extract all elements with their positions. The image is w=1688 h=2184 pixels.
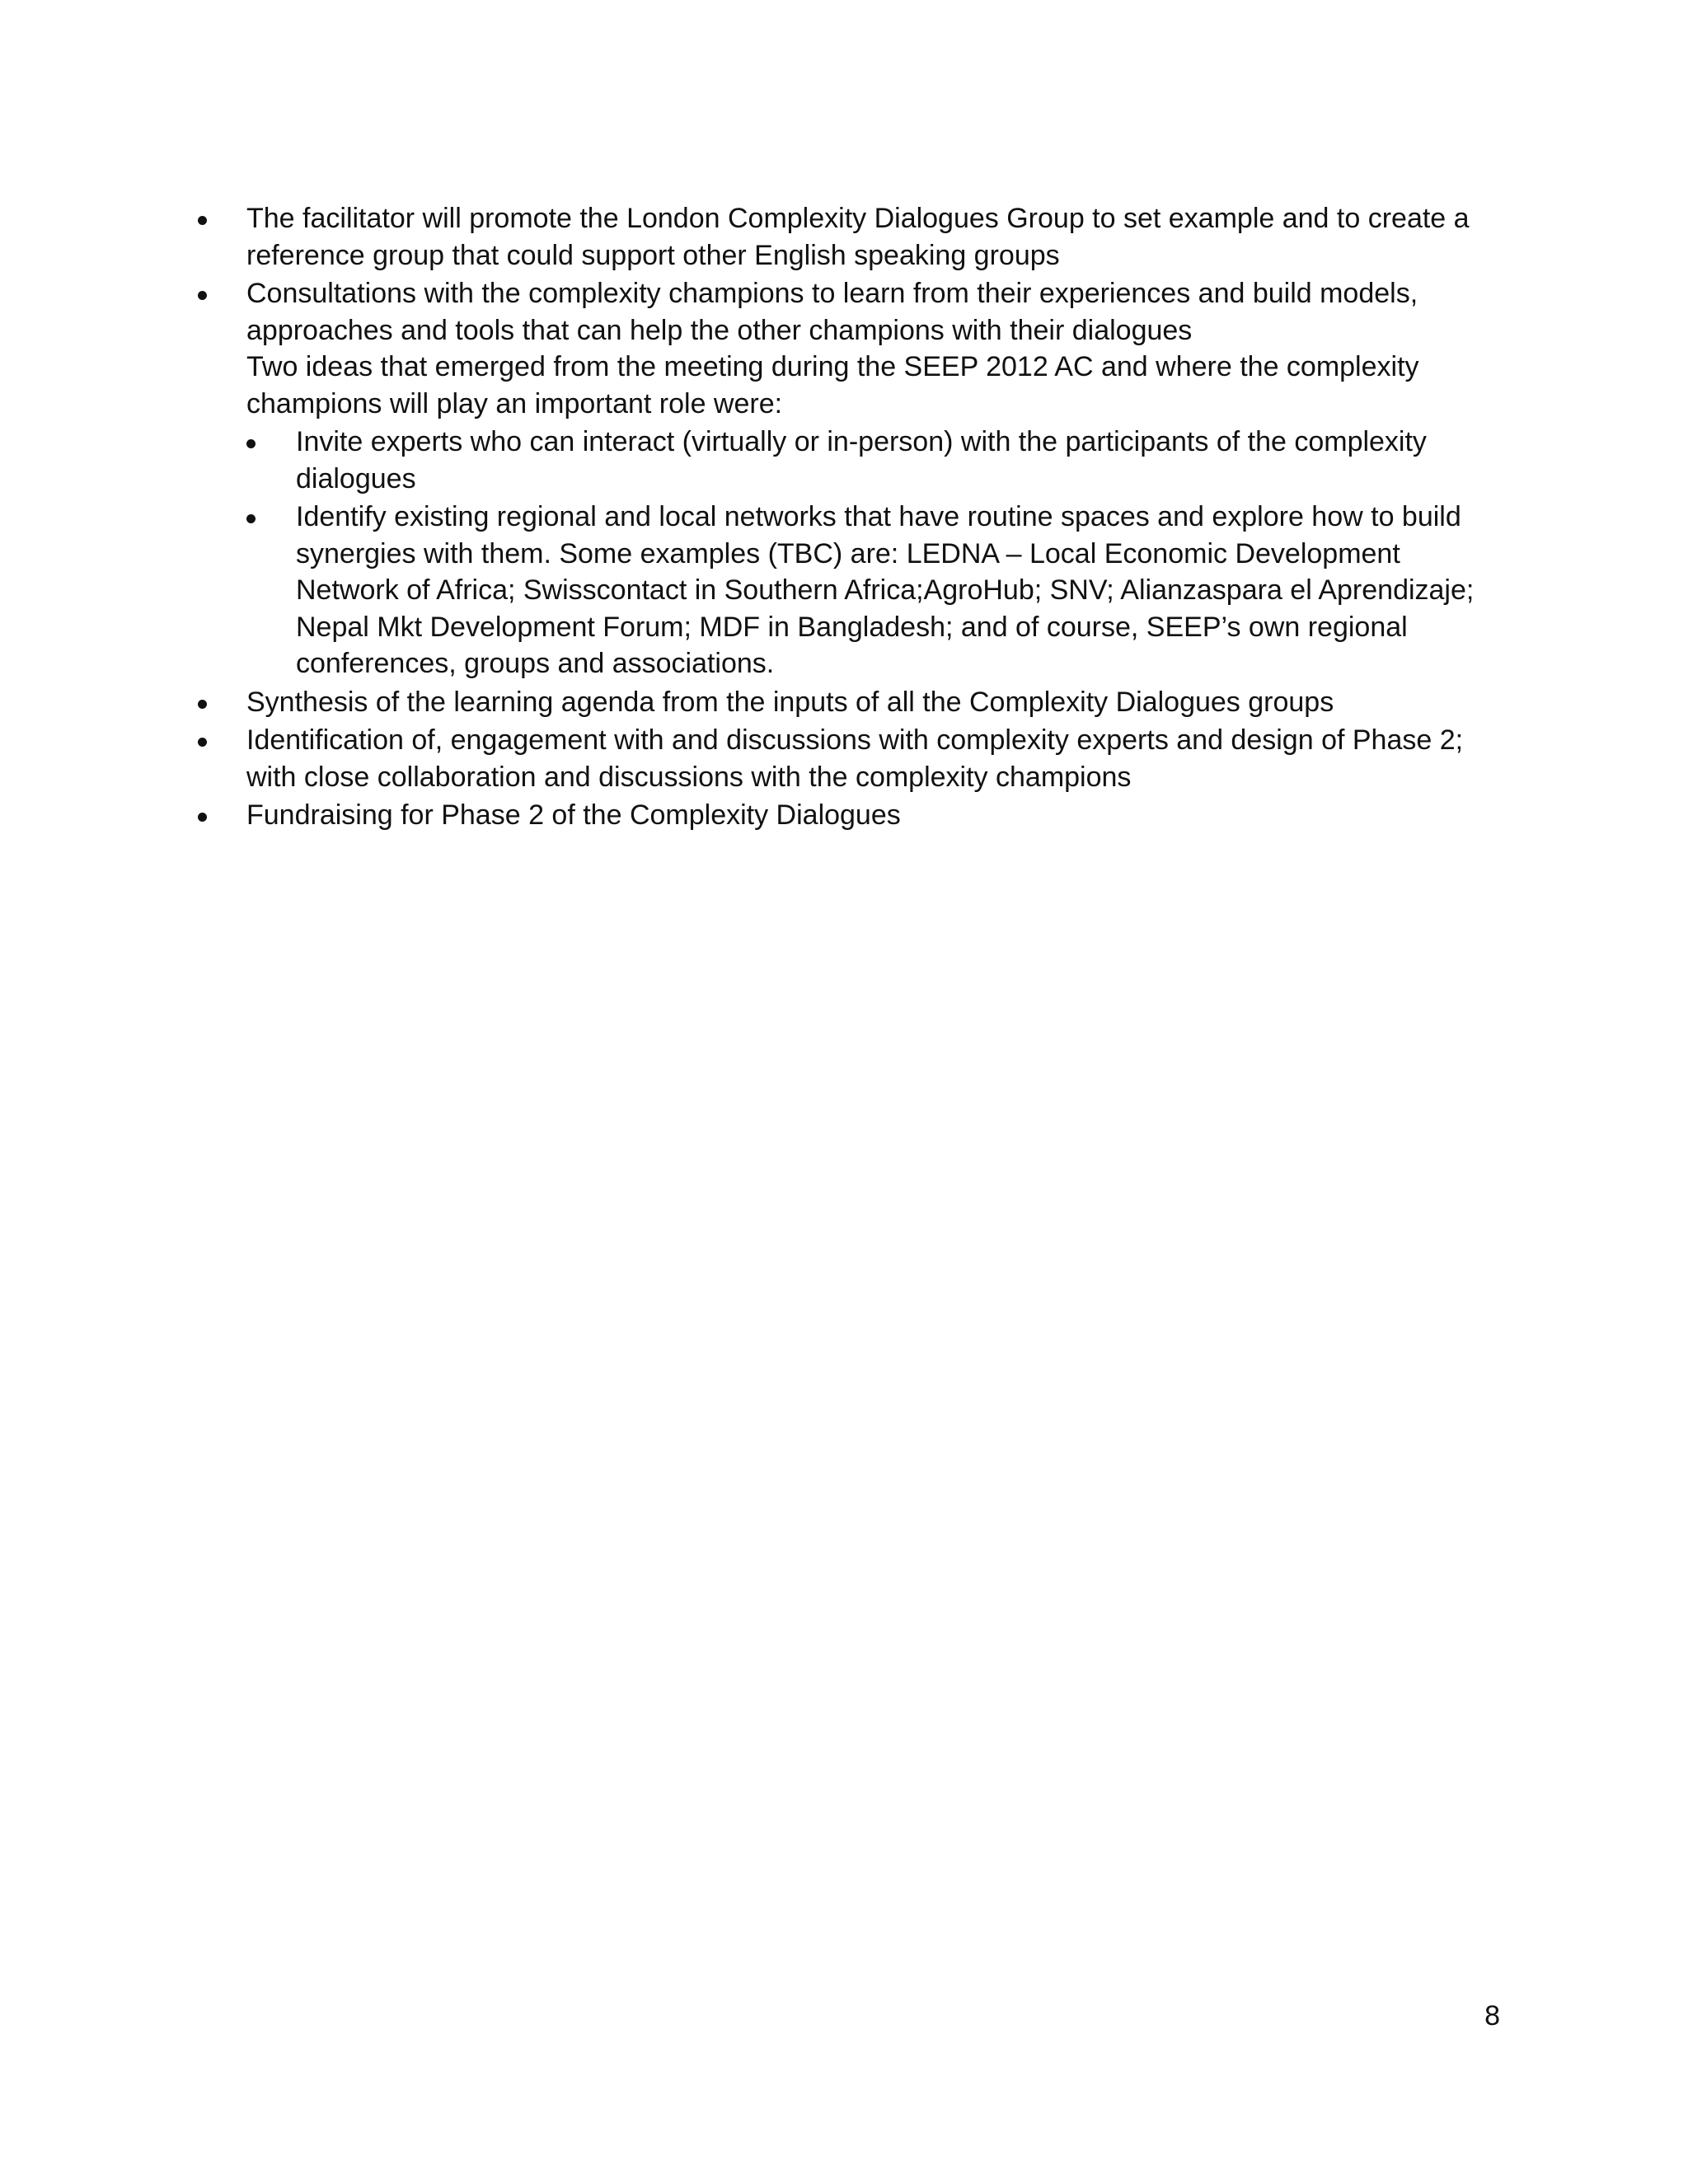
sub-bullet-list (246, 424, 1500, 682)
bullet-icon (246, 424, 279, 461)
list-item-text: The facilitator will promote the London Complexity Dialogues Group to set example and to create a reference group that could support other English speaking groups (246, 203, 1470, 271)
list-item-text: Identification of, engagement with and discussions with complexity experts and design of Phase 2; with close collaboration and discussions with the complexity champions (246, 724, 1464, 793)
list-item-text: Consultations with the complexity champions to learn from their experiences and build models, approaches and tools that can help the other champions with their dialogues (246, 278, 1418, 346)
bullet-icon (246, 499, 279, 536)
list-item-text: Fundraising for Phase 2 of the Complexity Dialogues (246, 799, 901, 831)
bullet-icon (198, 722, 231, 759)
list-item-text: Synthesis of the learning agenda from the inputs of all the Complexity Dialogues groups (246, 686, 1334, 718)
bullet-list (198, 200, 1500, 834)
bullet-icon (198, 797, 231, 834)
list-item (198, 684, 1500, 721)
list-item-continuation: Two ideas that emerged from the meeting during the SEEP 2012 AC and where the complexity champions will play an important role were: (246, 351, 1419, 419)
bullet-icon (198, 200, 231, 237)
bullet-icon (198, 275, 231, 312)
list-item (198, 797, 1500, 834)
page-number: 8 (1484, 2000, 1500, 2032)
sub-list-item-text: Identify existing regional and local networks that have routine spaces and explore how to build synergies with them. Some examples (TBC) are: LEDNA – Local Economic Development Network of Africa; Swisscontact in Southern Africa;AgroHub; SNV; Alianzaspara el Aprendizaje; Nepal Mkt Development Forum; MDF in Bangladesh; and of course, SEEP’s own regional conferences, groups and associations. (296, 501, 1475, 679)
list-item (198, 722, 1500, 795)
sub-list-item-text: Invite experts who can interact (virtually or in-person) with the participants of the complexity dialogues (296, 426, 1427, 494)
list-item (198, 200, 1500, 274)
sub-list-item (246, 424, 1500, 497)
bullet-icon (198, 684, 231, 721)
sub-list-item (246, 499, 1500, 682)
list-item (198, 275, 1500, 682)
